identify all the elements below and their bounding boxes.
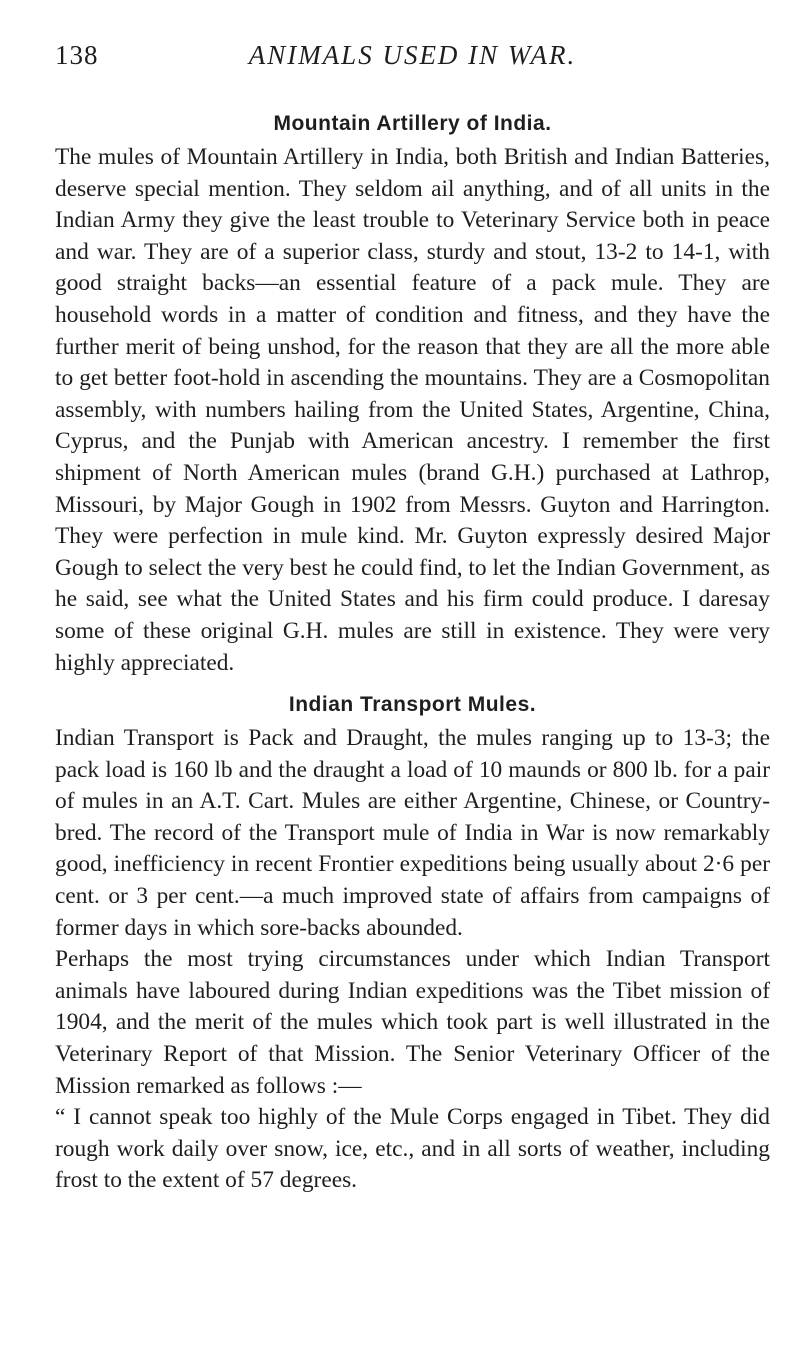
paragraph-tibet-mission: Perhaps the most trying circumstances under which Indian Transport animals have laboured during Indian expeditions was the Tibet mission of 1904, and the merit of the mules which took part is well illustrated in the Veterinary Report of that Mission. The Senior Veterinary Officer of the Mission remarked as follows :— — [55, 946, 770, 1099]
book-page — [55, 40, 770, 1197]
paragraph-transport-loads: Indian Transport is Pack and Draught, the mules ranging up to 13-3; the pack load is 160 lb and the draught a load of 10 maunds or 800 lb. for a pair of mules in an A.T. Cart. Mules are either Argentine, Chinese, or Country-bred. The record of the Transport mule of India in War is now remarkably good, inefficiency in recent Frontier expeditions being usually about 2·6 per cent. or 3 per cent.—a much improved state of affairs from campaigns of former days in which sore-backs abounded. — [55, 725, 770, 941]
paragraph-quotation: “ I cannot speak too highly of the Mule Corps engaged in Tibet. They did rough work daily over snow, ice, etc., and in all sorts of weather, including frost to the extent of 57 degrees. — [55, 1104, 770, 1194]
paragraph-mountain-artillery: The mules of Mountain Artillery in India, both British and Indian Batteries, deserve special mention. They seldom ail anything, and of all units in the Indian Army they give the least trouble to Veterinary Service both in peace and war. They are of a superior class, sturdy and stout, 13-2 to 14-1, with good straight backs—an essential feature of a pack mule. They are household words in a matter of condition and fitness, and they have the further merit of being unshod, for the reason that they are all the more able to get better foot-hold in ascending the mountains. They are a Cosmopolitan assembly, with numbers hailing from the United States, Argentine, China, Cyprus, and the Punjab with American ancestry. I remember the first shipment of North American mules (brand G.H.) purchased at Lathrop, Missouri, by Major Gough in 1902 from Messrs. Guyton and Harrington. They were perfection in mule kind. Mr. Guyton expressly desired Major Gough to select the very best he could find, to let the Indian Government, as he said, see what the United States and his firm could produce. I daresay some of these original G.H. mules are still in existence. They were very highly appreciated. — [55, 144, 770, 676]
section-heading-transport-mules: Indian Transport Mules. — [288, 693, 537, 717]
running-title: ANIMALS USED IN WAR. — [248, 40, 577, 70]
section-heading-mountain-artillery: Mountain Artillery of India. — [273, 112, 552, 135]
page-number: 138 — [55, 40, 99, 70]
running-head — [55, 40, 770, 84]
